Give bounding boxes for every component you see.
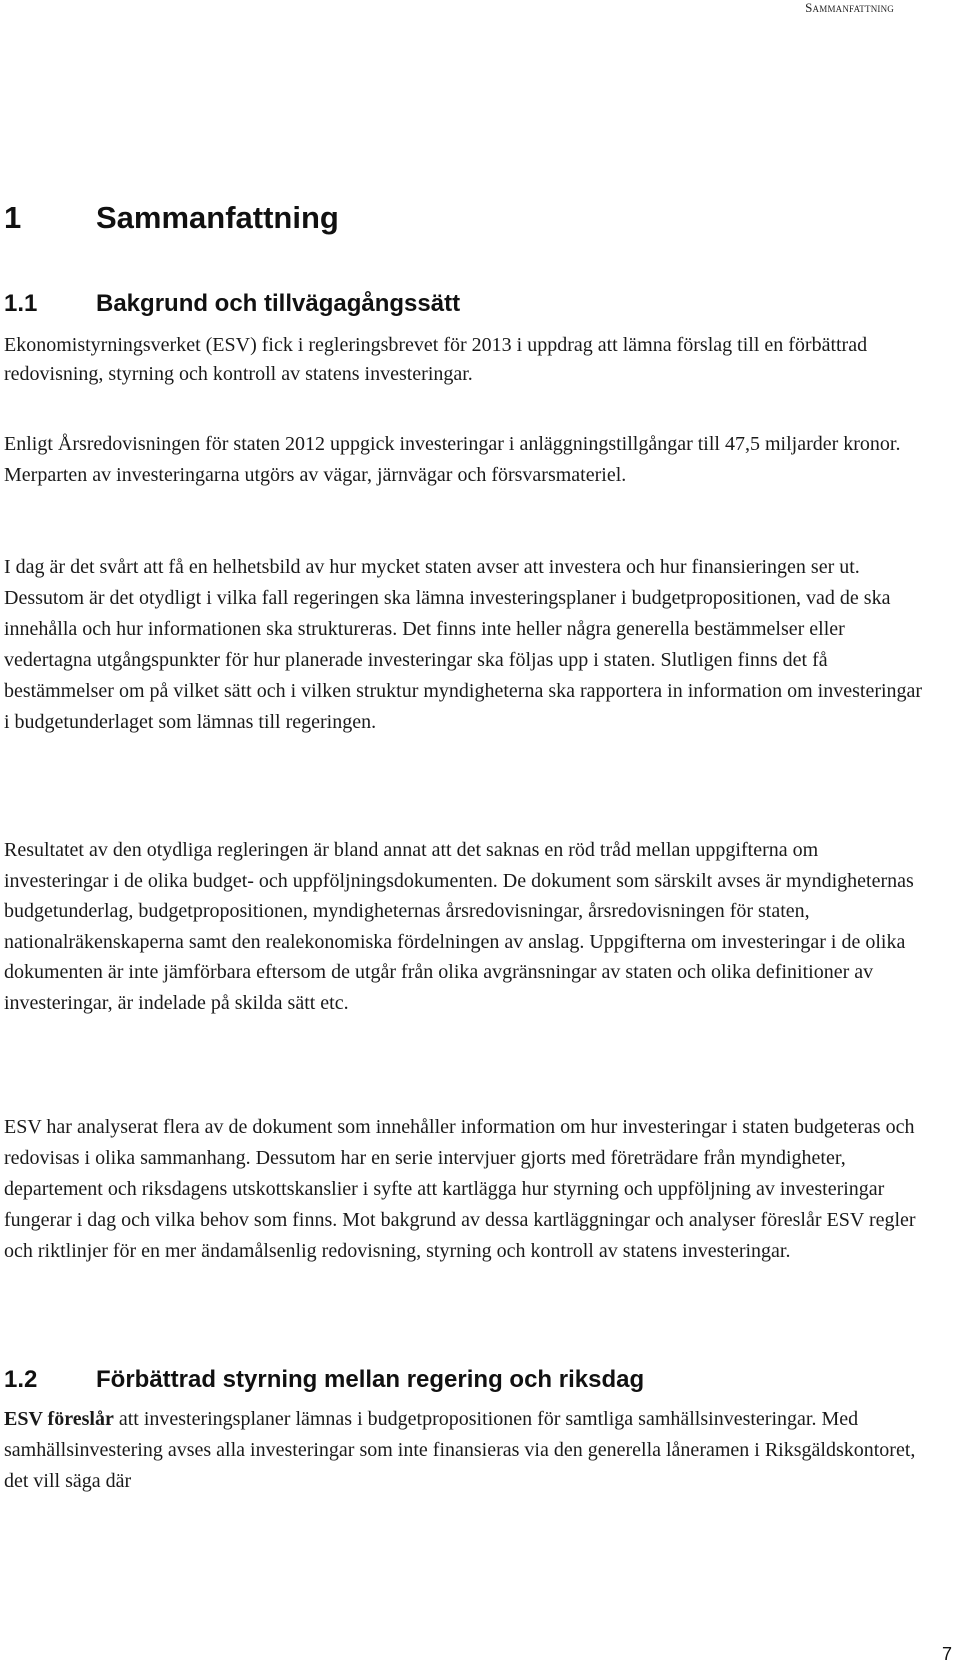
section-heading-1-1 bbox=[4, 289, 460, 319]
chapter-number: 1 bbox=[4, 200, 22, 235]
paragraph-1: Ekonomistyrningsverket (ESV) fick i regleringsbrevet för 2013 i uppdrag att lämna förslag till en förbättrad redovisning, styrning och kontroll av statens investeringar. bbox=[4, 334, 868, 385]
bold-lead-text: ESV föreslår bbox=[4, 1408, 114, 1430]
paragraph-text: att investeringsplaner lämnas i budgetpropositionen för samtliga samhällsinvesteringar. Med samhällsinvestering avses alla investeringar som inte finansieras via den generella låneramen i Riksgäldskontoret, det vill säga där bbox=[4, 1408, 916, 1492]
section-number: 1.1 bbox=[4, 290, 38, 317]
page-number: 7 bbox=[941, 1644, 952, 1664]
paragraph-2: Enligt Årsredovisningen för staten 2012 uppgick investeringar i anläggningstillgångar till 47,5 miljarder kronor. Merparten av investeringarna utgörs av vägar, järnvägar och försvarsmateriel. bbox=[4, 433, 901, 486]
section-heading-1-2 bbox=[4, 1365, 644, 1395]
chapter-heading bbox=[4, 200, 339, 236]
section-title: Bakgrund och tillvägagångssätt bbox=[96, 290, 461, 317]
paragraph-4: Resultatet av den otydliga regleringen är bland annat att det saknas en röd tråd mellan uppgifterna om investeringar i de olika budget- och uppföljningsdokumenten. De dokument som särskilt avses är myndigheternas budgetunderlag, budgetpropositionen, myndigheternas årsredovisningar, årsredovisningen för staten, nationalräkenskaperna samt den realekonomiska fördelningen av anslag. Uppgifterna om investeringar i de olika dokumenten är inte jämförbara eftersom de utgår från olika avgränsningar av staten och olika definitioner av investeringar, är indelade på skilda sätt etc. bbox=[4, 839, 914, 1014]
paragraph-5: ESV har analyserat flera av de dokument som innehåller information om hur investeringar i staten budgeteras och redovisas i olika sammanhang. Dessutom har en serie intervjuer gjorts med företrädare från myndigheter, departement och riksdagens utskottskanslier i syfte att kartlägga hur styrning och uppföljning av investeringar fungerar i dag och vilka behov som finns. Mot bakgrund av dessa kartläggningar och analyser föreslår ESV regler och riktlinjer för en mer ändamålsenlig redovisning, styrning och kontroll av statens investeringar. bbox=[4, 1116, 916, 1262]
section-title: Förbättrad styrning mellan regering och riksdag bbox=[96, 1366, 645, 1393]
chapter-title: Sammanfattning bbox=[96, 200, 339, 235]
paragraph-3: I dag är det svårt att få en helhetsbild av hur mycket staten avser att investera och hur finansieringen ser ut. Dessutom är det otydligt i vilka fall regeringen ska lämna investeringsplaner i budgetpropositionen, vad de ska innehålla och hur informationen ska struktureras. Det finns inte heller några generella bestämmelser eller vedertagna utgångspunkter för hur planerade investeringar ska följas upp i staten. Slutligen finns det få bestämmelser om på vilket sätt och i vilken struktur myndigheterna ska rapportera in information om investeringar i budgetunderlaget som lämnas till regeringen. bbox=[4, 556, 923, 733]
running-header: Sammanfattning bbox=[805, 0, 894, 15]
paragraph-6 bbox=[4, 1404, 924, 1497]
section-number: 1.2 bbox=[4, 1366, 38, 1393]
